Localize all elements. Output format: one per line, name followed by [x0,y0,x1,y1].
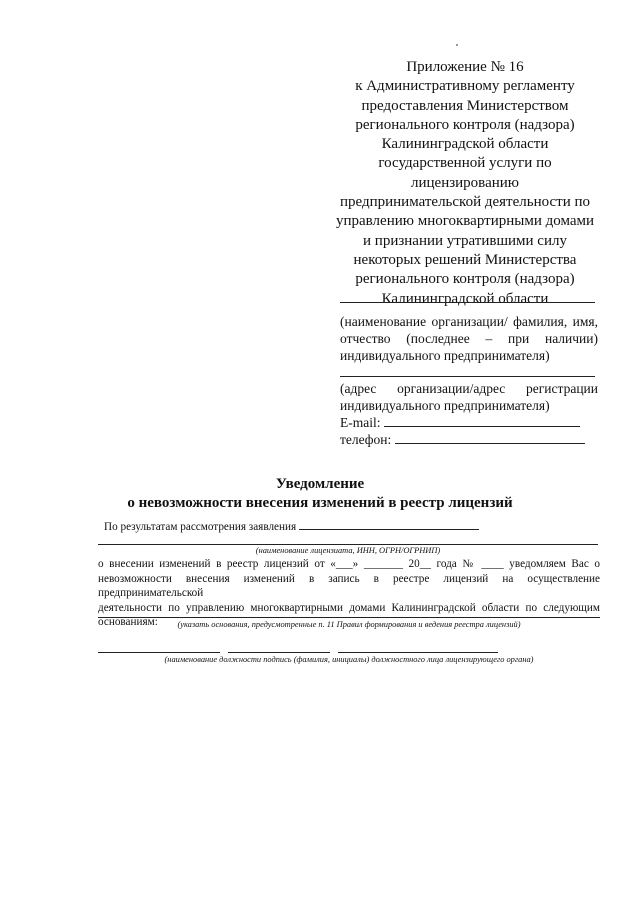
title-line: Уведомление [275,476,365,492]
application-field[interactable] [299,529,479,530]
paragraph-line: невозможности внесения изменений в запись в реестре лицензий на осуществление предпринимательской [98,572,600,600]
licensee-line[interactable] [98,544,598,545]
organization-caption: индивидуального предпринимателя) [340,348,550,363]
header-line: государственной услуги по [378,155,552,172]
header-line: регионального контроля (надзора) [355,271,575,288]
scan-speck [456,44,458,46]
organization-caption: отчество (последнее – при наличии) [340,331,598,346]
header-line: лицензированию [411,174,519,191]
header-line: предоставления Министерством [361,97,569,114]
email-row [340,414,598,431]
email-label: E-mail: [340,415,381,430]
organization-caption: (наименование организации/ фамилия, имя, [340,314,598,329]
review-row [104,520,479,535]
grounds-caption: (указать основания, предусмотренные п. 11 Правил формирования и ведения реестра лицензий) [177,620,521,629]
phone-field[interactable] [395,443,585,444]
header-line: некоторых решений Министерства [353,251,577,268]
organization-name-line[interactable] [340,302,595,303]
header-line: предпринимательской деятельности по [339,194,591,211]
address-caption: индивидуального предпринимателя) [340,398,550,413]
address-caption: (адрес организации/адрес регистрации [340,381,598,396]
document-title [0,475,640,513]
appendix-header [330,58,600,309]
header-line: Приложение № 16 [406,59,524,75]
header-line: Калининградской области [381,290,549,307]
paragraph-line: деятельности по управлению многоквартирными домами Калининградской области по следующим [98,601,600,614]
header-line: управлению многоквартирными домами [335,213,595,230]
title-subline: о невозможности внесения изменений в реестр лицензий [127,495,513,511]
licensee-caption: (наименование лицензиата, ИНН, ОГРН/ОГРНИП) [255,546,441,555]
header-line: регионального контроля (надзора) [355,116,575,133]
signature-caption: (наименование должности подпись (фамилия, инициалы) должностного лица лицензирующего органа) [164,655,534,664]
paragraph-line: о внесении изменений в реестр лицензий от «___» _______ 20__ года № ____ уведомляем Вас о [98,558,600,570]
signature-field[interactable] [228,652,330,653]
phone-row [340,431,598,448]
paragraph-line: основаниям: [98,616,158,629]
grounds-line[interactable] [98,617,600,618]
address-line[interactable] [340,376,595,377]
position-field[interactable] [98,652,220,653]
email-field[interactable] [384,426,580,427]
header-line: и признании утратившими силу [363,232,567,249]
header-line: к Административному регламенту [355,78,575,95]
review-label: По результатам рассмотрения заявления [104,521,297,533]
phone-label: телефон: [340,432,392,447]
addressee-block [340,302,598,448]
name-field[interactable] [338,652,498,653]
header-line: Калининградской области [381,136,549,153]
